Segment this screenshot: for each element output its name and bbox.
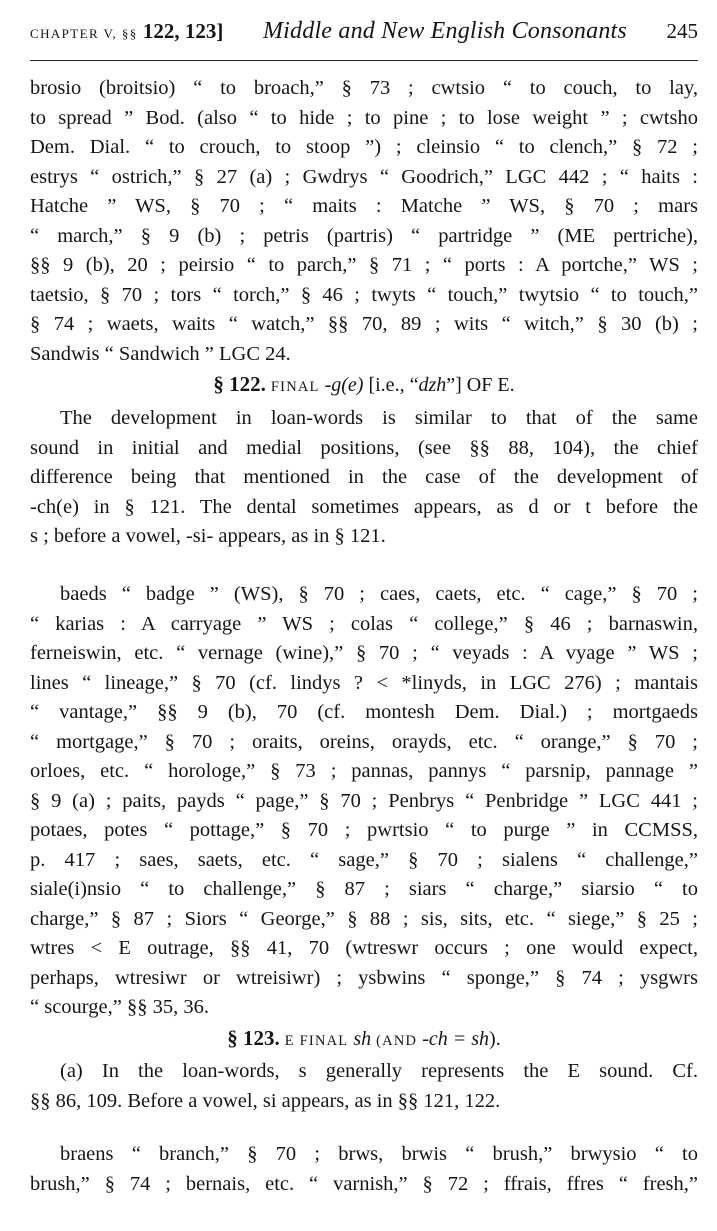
section-123-examples bbox=[30, 1140, 698, 1199]
section-122-paragraph bbox=[30, 404, 698, 552]
heading-text: ”] OF E. bbox=[446, 374, 515, 396]
section-122-heading bbox=[30, 372, 698, 402]
text-line: charge,” § 87 ; Siors “ George,” § 88 ; sis, sits, etc. “ siege,” § 25 ; bbox=[30, 907, 698, 930]
heading-text: E FINAL bbox=[284, 1033, 349, 1049]
text-line: s ; before a vowel, -si- appears, as in § 121. bbox=[30, 525, 386, 547]
text-line: taetsio, § 70 ; tors “ torch,” § 46 ; twyts “ touch,” twytsio “ to touch,” bbox=[30, 283, 698, 306]
text-line: difference being that mentioned in the case of the development of bbox=[30, 466, 698, 488]
heading-text: [i.e., “ bbox=[368, 374, 419, 396]
text-line: -ch(e) in § 121. The dental sometimes appears, as d or t before the bbox=[30, 495, 698, 518]
text-line: wtres < E outrage, §§ 41, 70 (wtreswr occurs ; one would expect, bbox=[30, 937, 698, 959]
text-line: baeds “ badge ” (WS), § 70 ; caes, caets, etc. “ cage,” § 70 ; bbox=[60, 583, 698, 605]
section-number: § 123. bbox=[227, 1026, 280, 1050]
text-line: The development in loan-words is similar to that of the same bbox=[60, 407, 698, 429]
text-line: siale(i)nsio “ to challenge,” § 87 ; siars “ charge,” siarsio “ to bbox=[30, 878, 698, 900]
text-line: “ scourge,” §§ 35, 36. bbox=[30, 996, 209, 1018]
page-number: 245 bbox=[666, 19, 698, 43]
section-123-heading bbox=[30, 1026, 698, 1056]
heading-text: sh bbox=[353, 1028, 372, 1050]
text-line: to spread ” Bod. (also “ to hide ; to pine ; to lose weight ” ; cwtsho bbox=[30, 106, 698, 129]
section-123-paragraph bbox=[30, 1057, 698, 1116]
text-line: ferneiswin, etc. “ vernage (wine),” § 70 ; “ veyads : A vyage ” WS ; bbox=[30, 642, 698, 664]
heading-text: (AND bbox=[376, 1033, 418, 1049]
header-rule bbox=[30, 60, 698, 61]
text-line: braens “ branch,” § 70 ; brws, brwis “ brush,” brwysio “ to bbox=[60, 1143, 698, 1165]
text-line: orloes, etc. “ horologe,” § 73 ; pannas, pannys “ parsnip, pannage ” bbox=[30, 760, 698, 782]
text-line: perhaps, wtresiwr or wtreisiwr) ; ysbwins “ sponge,” § 74 ; ysgwrs bbox=[30, 966, 698, 989]
text-line: “ vantage,” §§ 9 (b), 70 (cf. montesh Dem. Dial.) ; mortgaeds bbox=[30, 701, 698, 723]
running-head bbox=[30, 18, 698, 58]
heading-text: -g(e) bbox=[324, 374, 364, 396]
text-line: brush,” § 74 ; bernais, etc. “ varnish,” § 72 ; ffrais, ffres “ fresh,” bbox=[30, 1172, 698, 1195]
chapter-label: CHAPTER V, §§ bbox=[30, 26, 138, 41]
section-122-examples bbox=[30, 580, 698, 1023]
heading-text: FINAL bbox=[270, 379, 320, 395]
heading-text: ). bbox=[489, 1028, 501, 1050]
text-line: “ karias : A carryage ” WS ; colas “ college,” § 46 ; barnaswin, bbox=[30, 612, 698, 635]
text-line: “ mortgage,” § 70 ; oraits, oreins, orayds, etc. “ orange,” § 70 ; bbox=[30, 730, 698, 753]
text-line: estrys “ ostrich,” § 27 (a) ; Gwdrys “ Goodrich,” LGC 442 ; “ haits : bbox=[30, 165, 698, 188]
text-line: §§ 9 (b), 20 ; peirsio “ to parch,” § 71 ; “ ports : A portche,” WS ; bbox=[30, 254, 698, 276]
text-line: “ march,” § 9 (b) ; petris (partris) “ partridge ” (ME pertriche), bbox=[30, 224, 698, 247]
text-line: §§ 86, 109. Before a vowel, si appears, as in §§ 121, 122. bbox=[30, 1089, 501, 1112]
chapter-reference bbox=[30, 19, 223, 44]
intro-paragraph bbox=[30, 74, 698, 369]
text-line: § 74 ; waets, waits “ watch,” §§ 70, 89 ; wits “ witch,” § 30 (b) ; bbox=[30, 313, 698, 335]
running-title: Middle and New English Consonants bbox=[262, 18, 627, 44]
text-line: (a) In the loan-words, s generally represents the E sound. Cf. bbox=[60, 1060, 698, 1082]
text-line: Dem. Dial. “ to crouch, to stoop ”) ; cleinsio “ to clench,” § 72 ; bbox=[30, 136, 698, 158]
text-line: potaes, potes “ pottage,” § 70 ; pwrtsio “ to purge ” in CCMSS, bbox=[30, 819, 698, 841]
text-line: § 9 (a) ; paits, payds “ page,” § 70 ; Penbrys “ Penbridge ” LGC 441 ; bbox=[30, 789, 698, 812]
text-line: brosio (broitsio) “ to broach,” § 73 ; cwtsio “ to couch, to lay, bbox=[30, 77, 698, 99]
text-line: Hatche ” WS, § 70 ; “ maits : Matche ” WS, § 70 ; mars bbox=[30, 195, 698, 217]
text-line: sound in initial and medial positions, (see §§ 88, 104), the chief bbox=[30, 436, 698, 459]
text-line: lines “ lineage,” § 70 (cf. lindys ? < *linyds, in LGC 276) ; mantais bbox=[30, 671, 698, 694]
text-line: p. 417 ; saes, saets, etc. “ sage,” § 70 ; sialens “ challenge,” bbox=[30, 848, 698, 871]
heading-text: dzh bbox=[418, 374, 447, 396]
section-number: § 122. bbox=[213, 372, 266, 396]
section-numbers: 122, 123] bbox=[142, 19, 224, 43]
text-line: Sandwis “ Sandwich ” LGC 24. bbox=[30, 342, 291, 365]
heading-text: -ch = sh bbox=[422, 1028, 490, 1050]
